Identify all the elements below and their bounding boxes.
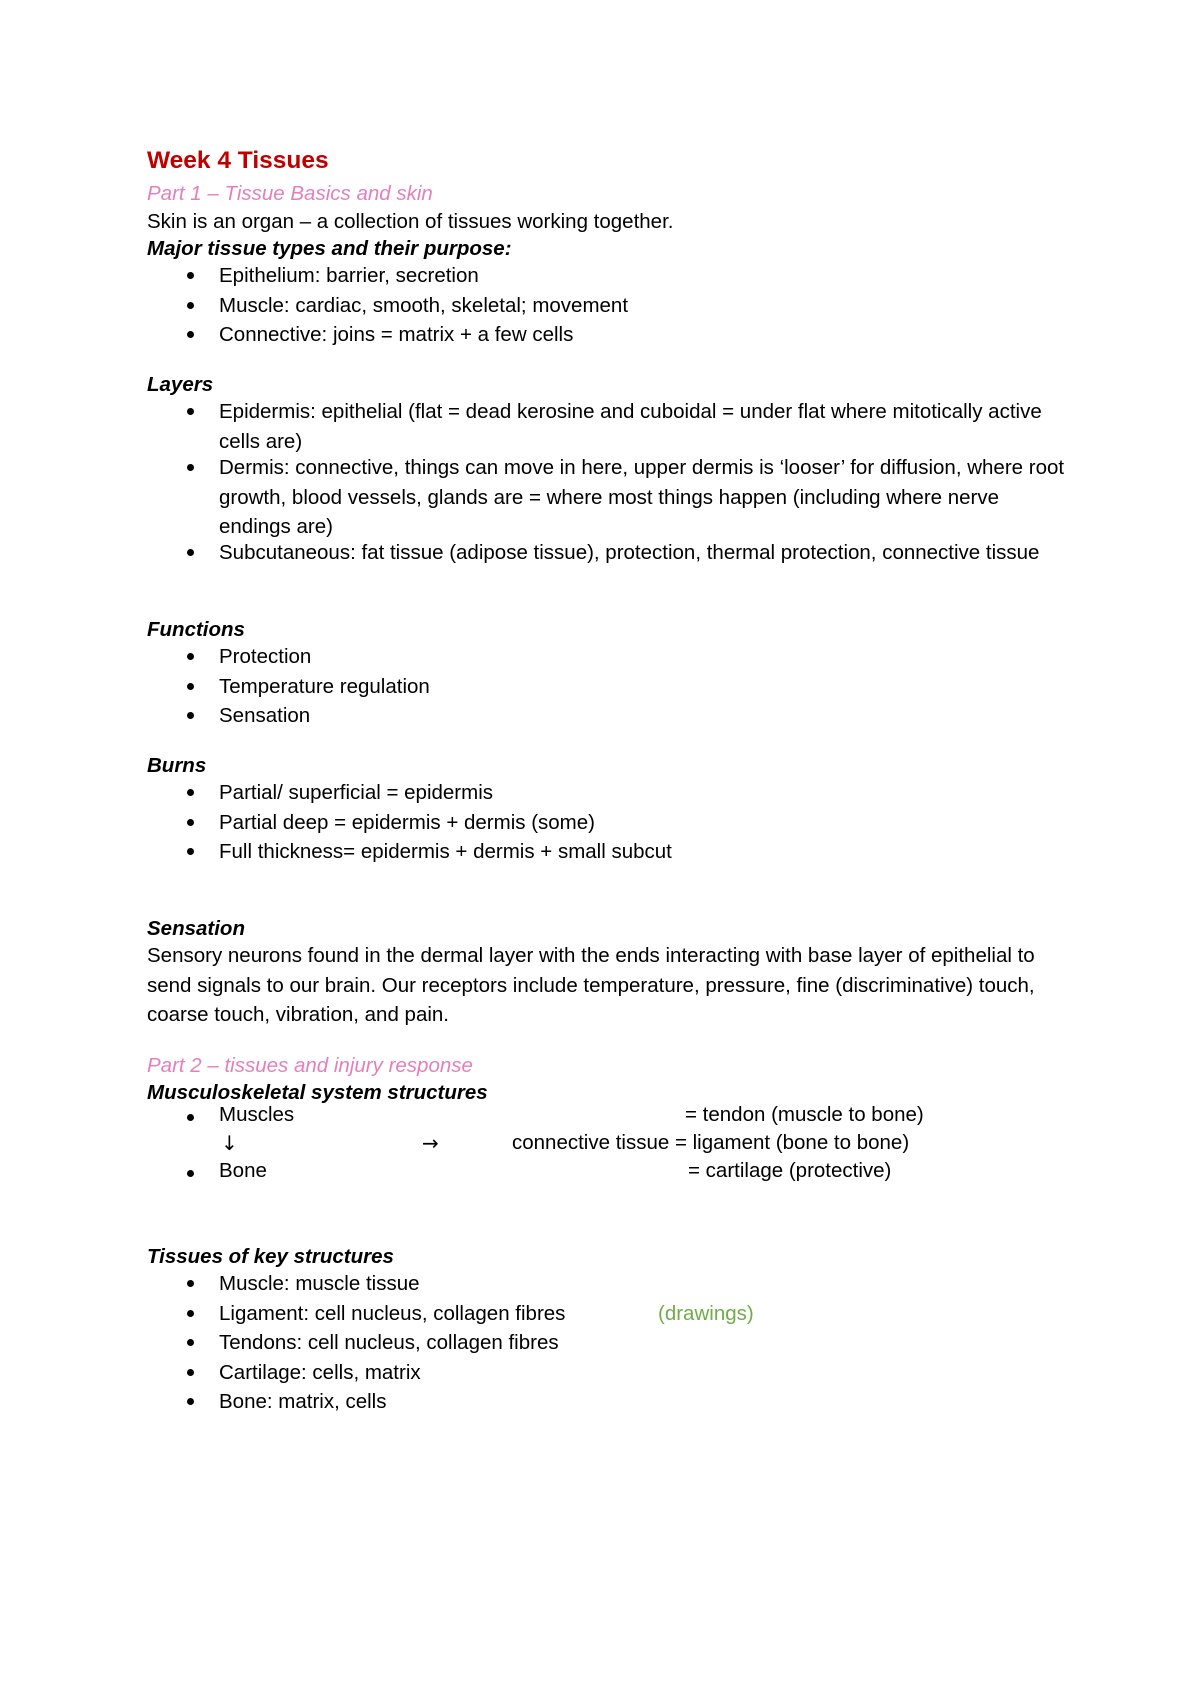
list-item: Tendons: cell nucleus, collagen fibres <box>147 1328 1067 1358</box>
key-structures-heading: Tissues of key structures <box>147 1245 394 1268</box>
bullet-icon <box>187 1107 194 1136</box>
sensation-paragraph: Sensory neurons found in the dermal layer with the ends interacting with base layer of epithelial to send signals to our brain. Our receptors include temperature, pressure, fine (discriminative) touch, coarse touch, vibration, and pain. <box>147 944 1035 1026</box>
key-structures-list <box>147 1269 1067 1417</box>
list-item: Muscle: muscle tissue <box>147 1269 1067 1299</box>
part1-heading: Part 1 – Tissue Basics and skin <box>147 182 433 205</box>
list-item: Temperature regulation <box>147 672 1067 702</box>
connective-tissue-label: connective tissue = ligament (bone to bone) <box>512 1131 910 1154</box>
sensation-heading: Sensation <box>147 917 245 940</box>
list-item: Full thickness= epidermis + dermis + small subcut <box>147 837 1067 867</box>
layers-heading: Layers <box>147 373 214 396</box>
arrow-down-icon: ↓ <box>221 1131 238 1155</box>
muscles-label: Muscles <box>219 1103 295 1126</box>
document-title: Week 4 Tissues <box>147 147 329 174</box>
list-item: Bone: matrix, cells <box>147 1387 1067 1417</box>
musculoskeletal-heading: Musculoskeletal system structures <box>147 1081 488 1104</box>
part1-intro: Skin is an organ – a collection of tissues working together. <box>147 210 674 233</box>
bone-label: Bone <box>219 1159 267 1182</box>
list-item: Muscle: cardiac, smooth, skeletal; movement <box>147 291 1067 321</box>
drawings-note: (drawings) <box>658 1302 754 1325</box>
tendon-label: = tendon (muscle to bone) <box>685 1103 924 1126</box>
major-tissue-heading: Major tissue types and their purpose: <box>147 237 512 260</box>
list-item: Epithelium: barrier, secretion <box>147 261 1067 291</box>
layers-list <box>147 397 1067 594</box>
cartilage-label: = cartilage (protective) <box>688 1159 892 1182</box>
list-item: Protection <box>147 642 1067 672</box>
part2-heading: Part 2 – tissues and injury response <box>147 1054 473 1077</box>
functions-heading: Functions <box>147 618 245 641</box>
arrow-right-icon: → <box>422 1131 439 1155</box>
list-item: Sensation <box>147 701 1067 731</box>
list-item: Epidermis: epithelial (flat = dead kerosine and cuboidal = under flat where mitotically active cells are) <box>147 397 1067 453</box>
burns-list <box>147 778 1067 867</box>
major-tissue-list <box>147 261 1067 350</box>
list-item: Connective: joins = matrix + a few cells <box>147 320 1067 350</box>
functions-list <box>147 642 1067 731</box>
list-item: Partial/ superficial = epidermis <box>147 778 1067 808</box>
bullet-icon <box>187 1163 194 1192</box>
list-item: Cartilage: cells, matrix <box>147 1358 1067 1388</box>
list-item: Subcutaneous: fat tissue (adipose tissue), protection, thermal protection, connective tissue <box>147 538 1067 594</box>
burns-heading: Burns <box>147 754 207 777</box>
list-item: Ligament: cell nucleus, collagen fibres <box>147 1299 1067 1329</box>
list-item: Dermis: connective, things can move in here, upper dermis is ‘looser’ for diffusion, where root growth, blood vessels, glands are = where most things happen (including where nerve endings are) <box>147 453 1067 538</box>
list-item: Partial deep = epidermis + dermis (some) <box>147 808 1067 838</box>
